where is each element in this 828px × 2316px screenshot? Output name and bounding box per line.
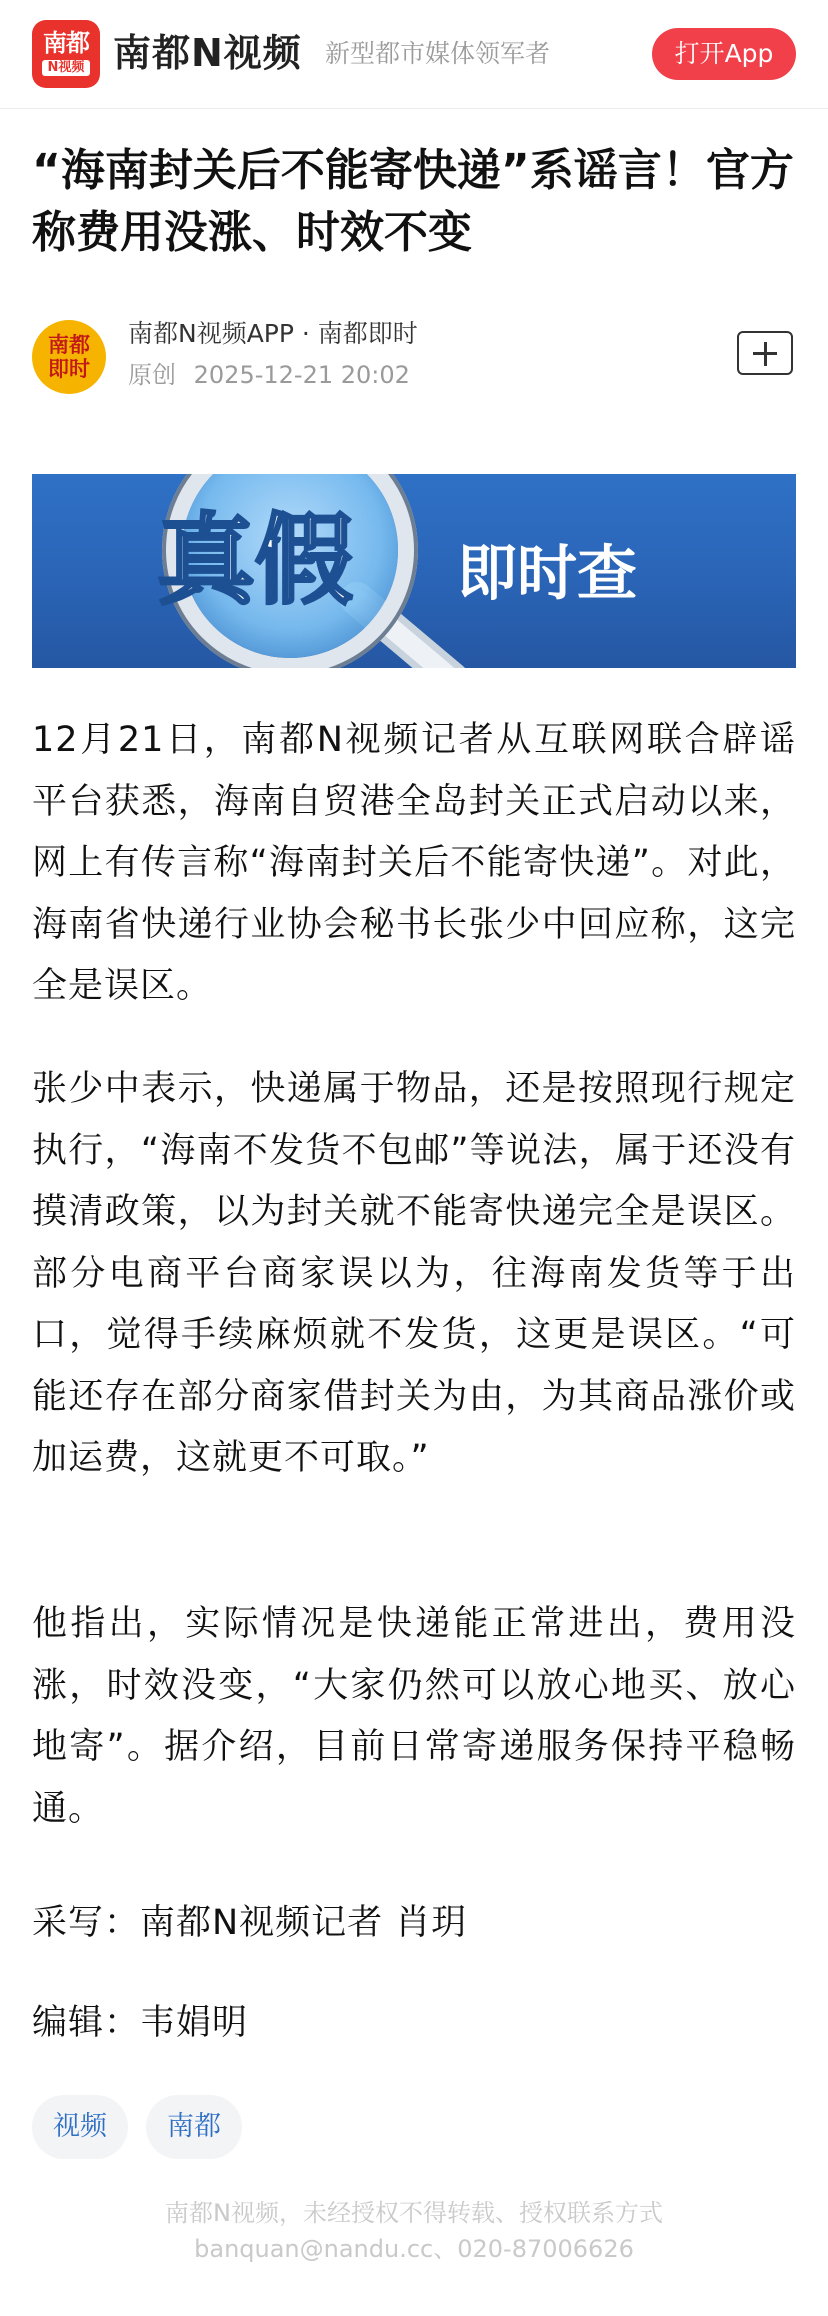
- magnifier-illustration: [32, 474, 796, 668]
- article-paragraph: 张少中表示，快递属于物品，还是按照现行规定执行，“海南不发货不包邮”等说法，属于还没有摸清政策，以为封关就不能寄快递完全是误区。部分电商平台商家误以为，往海南发货等于出口，觉得手续麻烦就不发货，这更是误区。“可能还存在部分商家借封关为由，为其商品涨价或加运费，这就更不可取。”: [32, 1069, 796, 1478]
- avatar-text-top: 南都: [48, 333, 90, 357]
- brand-name[interactable]: 南都N视频: [113, 31, 302, 75]
- article-meta: [128, 359, 410, 391]
- tag-video[interactable]: 视频: [32, 2095, 128, 2159]
- open-app-button[interactable]: 打开App: [652, 28, 796, 80]
- brand-slogan: 新型都市媒体领军者: [325, 39, 551, 68]
- avatar-text-bottom: 即时: [48, 357, 90, 381]
- top-bar: [0, 0, 828, 109]
- copyright-contact: banquan@nandu.cc、020-87006626: [194, 2235, 634, 2263]
- tag-nandu[interactable]: 南都: [146, 2095, 242, 2159]
- article-banner-image: [32, 474, 796, 668]
- banner-subtitle-text: 即时查: [457, 539, 637, 609]
- publish-time: 2025-12-21 20:02: [193, 361, 410, 389]
- follow-button[interactable]: [737, 331, 793, 375]
- article-title: “海南封关后不能寄快递”系谣言！官方称费用没涨、时效不变: [32, 145, 794, 258]
- article-paragraph: 12月21日，南都N视频记者从互联网联合辟谣平台获悉，海南自贸港全岛封关正式启动以来，网上有传言称“海南封关后不能寄快递”。对此，海南省快递行业协会秘书长张少中回应称，这完全是误区。: [32, 720, 796, 1006]
- banner-title-text: 真假: [157, 504, 354, 618]
- editor-credit: 编辑：韦娟明: [32, 2003, 249, 2043]
- original-label: 原创: [128, 361, 176, 389]
- app-logo[interactable]: [32, 20, 100, 88]
- author-source[interactable]: 南都N视频APP · 南都即时: [128, 319, 418, 348]
- logo-text-sub: N视频: [42, 60, 90, 76]
- logo-text-main: 南都: [43, 29, 89, 57]
- reporter-credit: 采写：南都N视频记者 肖玥: [32, 1903, 468, 1943]
- article-paragraph: 他指出，实际情况是快递能正常进出，费用没涨，时效没变，“大家仍然可以放心地买、放心地寄”。据介绍，目前日常寄递服务保持平稳畅通。: [32, 1604, 796, 1829]
- author-avatar[interactable]: [32, 320, 106, 394]
- copyright-notice: 南都N视频，未经授权不得转载、授权联系方式: [165, 2199, 663, 2227]
